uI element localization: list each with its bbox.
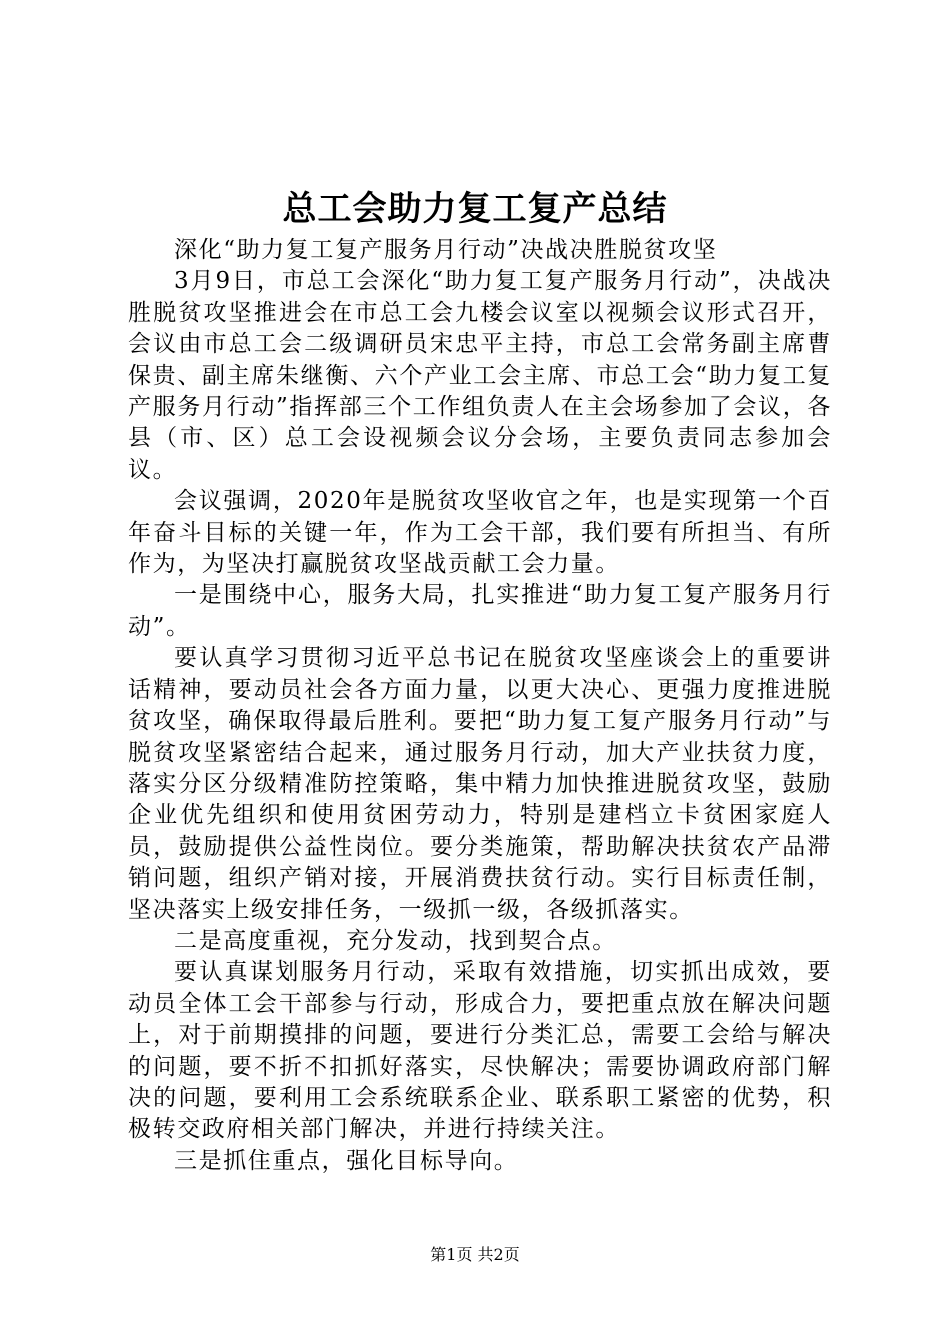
subtitle-paragraph: 深化“助力复工复产服务月行动”决战决胜脱贫攻坚	[174, 237, 718, 263]
document-title: 总工会助力复工复产总结	[282, 189, 668, 229]
page-number-footer: 第1页 共2页	[430, 1245, 520, 1264]
body-paragraph: 会议强调，2020年是脱贫攻坚收官之年，也是实现第一个百年奋斗目标的关键一年，作为工会干部，我们要有所担当、有所作为，为坚决打赢脱贫攻坚战贡献工会力量。	[128, 488, 832, 578]
body-paragraph: 要认真学习贯彻习近平总书记在脱贫攻坚座谈会上的重要讲话精神，要动员社会各方面力量，以更大决心、更强力度推进脱贫攻坚，确保取得最后胜利。要把“助力复工复产服务月行动”与脱贫攻坚紧密结合起来，通过服务月行动，加大产业扶贫力度，落实分区分级精准防控策略，集中精力加快推进脱贫攻坚，鼓励企业优先组织和使用贫困劳动力，特别是建档立卡贫困家庭人员，鼓励提供公益性岗位。要分类施策，帮助解决扶贫农产品滞销问题，组织产销对接，开展消费扶贫行动。实行目标责任制，坚决落实上级安排任务，一级抓一级，各级抓落实。	[128, 645, 832, 923]
section-heading: 二是高度重视，充分发动，找到契合点。	[174, 927, 617, 954]
body-paragraph: 3月9日，市总工会深化“助力复工复产服务月行动”，决战决胜脱贫攻坚推进会在市总工会九楼会议室以视频会议形式召开，会议由市总工会二级调研员宋忠平主持，市总工会常务副主席曹保贵、副主席朱继衡、六个产业工会主席、市总工会“助力复工复产服务月行动”指挥部三个工作组负责人在主会场参加了会议，各县（市、区）总工会设视频会议分会场，主要负责同志参加会议。	[128, 268, 832, 483]
section-heading: 一是围绕中心，服务大局，扎实推进“助力复工复产服务月行动”。	[128, 582, 832, 640]
section-heading: 三是抓住重点，强化目标导向。	[174, 1147, 519, 1174]
body-paragraph: 要认真谋划服务月行动，采取有效措施，切实抓出成效，要动员全体工会干部参与行动，形成合力，要把重点放在解决问题上，对于前期摸排的问题，要进行分类汇总，需要工会给与解决的问题，要不折不扣抓好落实，尽快解决；需要协调政府部门解决的问题，要利用工会系统联系企业、联系职工紧密的优势，积极转交政府相关部门解决，并进行持续关注。	[128, 959, 832, 1143]
document-body	[128, 235, 832, 1177]
